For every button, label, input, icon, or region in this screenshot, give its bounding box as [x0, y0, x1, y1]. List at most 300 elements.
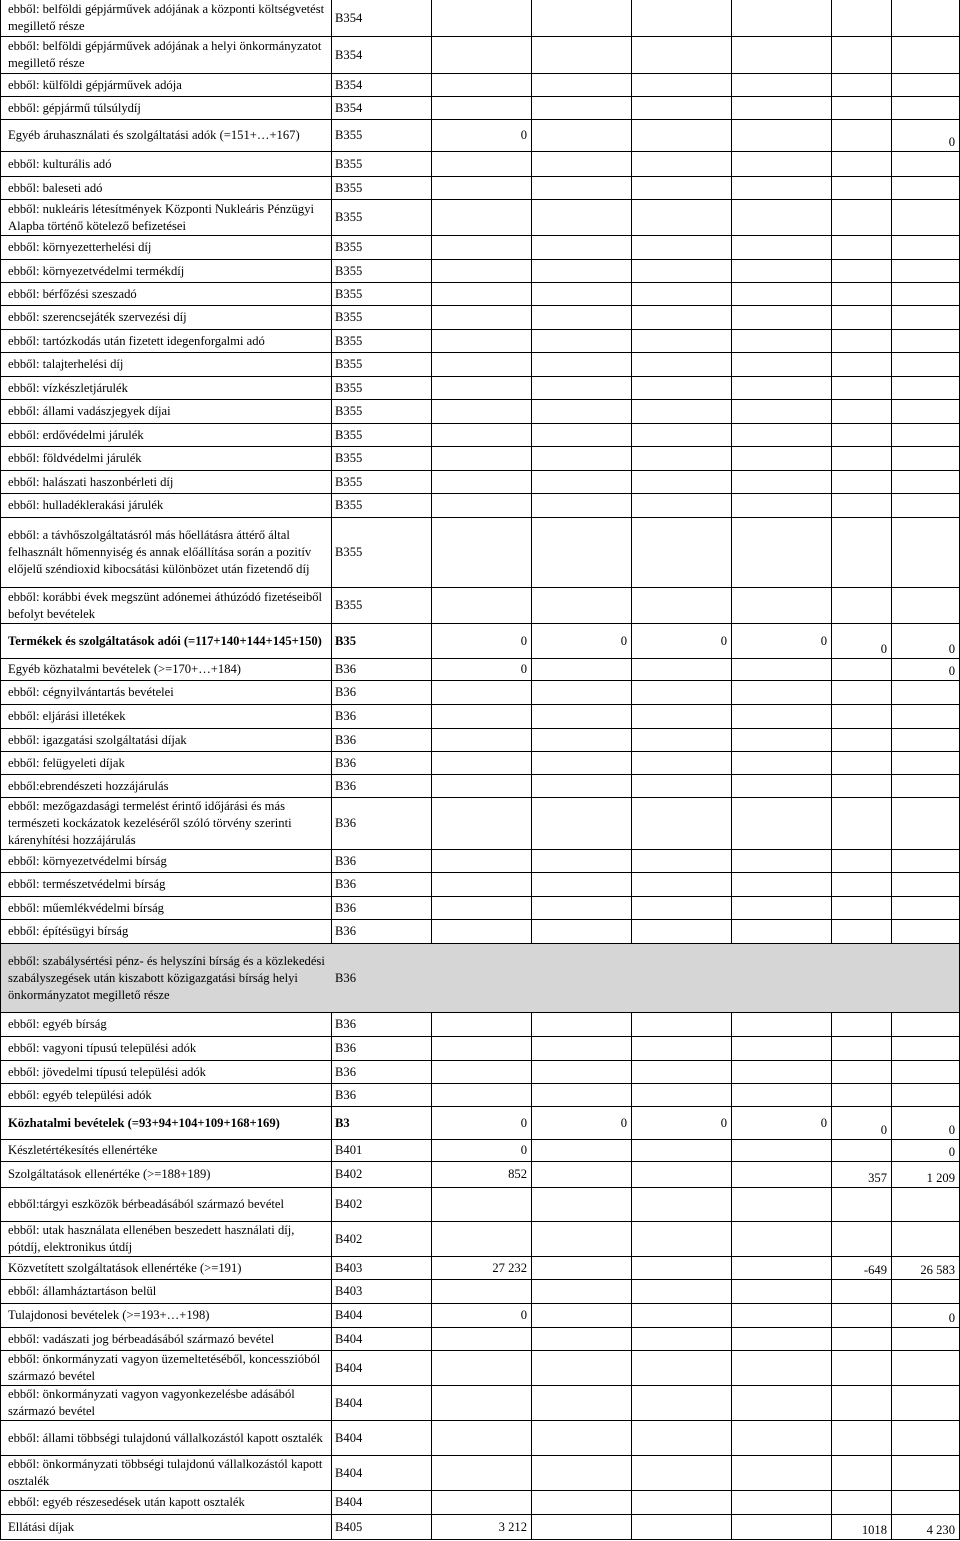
row-label-cell — [0, 306, 332, 330]
value-cell — [531, 97, 632, 120]
row-code: B3 — [331, 1107, 432, 1140]
row-label-cell — [0, 74, 332, 97]
row-label: ebből: vagyoni típusú települési adók — [8, 1041, 197, 1055]
row-code: B405 — [331, 1515, 432, 1540]
row-label: Egyéb áruhasználati és szolgáltatási adók (=151+…+167) — [8, 128, 300, 142]
value-cell — [731, 1304, 832, 1328]
value-cell — [431, 97, 532, 120]
value-cell — [831, 518, 892, 588]
value-cell: 0 — [531, 624, 632, 659]
value-cell: 0 — [831, 624, 892, 659]
value-cell — [531, 400, 632, 424]
value-cell — [431, 152, 532, 177]
value-cell — [531, 518, 632, 588]
value-cell — [531, 177, 632, 200]
value-cell — [731, 177, 832, 200]
table-row — [0, 1140, 960, 1162]
value-cell — [731, 588, 832, 624]
value-cell — [891, 37, 960, 74]
table-row — [0, 752, 960, 775]
row-label: ebből: felügyeleti díjak — [8, 755, 125, 770]
value-cell — [531, 1351, 632, 1386]
value-cell — [831, 1084, 892, 1107]
value-cell — [431, 424, 532, 447]
value-cell — [531, 729, 632, 752]
value-cell — [631, 1491, 732, 1515]
value-cell — [831, 74, 892, 97]
value-cell — [631, 152, 732, 177]
row-label: ebből: vízkészletjárulék — [8, 380, 128, 395]
value-cell — [431, 306, 532, 330]
value-cell — [731, 752, 832, 775]
value-cell — [631, 447, 732, 471]
row-label: ebből: belföldi gépjárművek adójának a központi költségvetést megillető része — [8, 2, 325, 33]
row-label: ebből: igazgatási szolgáltatási díjak — [8, 732, 187, 747]
row-code: B36 — [331, 920, 432, 944]
table-row — [0, 283, 960, 306]
value-cell — [731, 283, 832, 306]
value-cell — [631, 0, 732, 37]
row-code: B355 — [331, 353, 432, 377]
value-cell — [431, 1456, 532, 1491]
value-cell — [531, 200, 632, 236]
value-cell — [831, 330, 892, 353]
value-cell — [531, 1491, 632, 1515]
row-label: ebből: egyéb települési adók — [8, 1087, 152, 1102]
value-cell — [831, 1491, 892, 1515]
value-cell: 3 212 — [431, 1515, 532, 1540]
value-cell — [531, 447, 632, 471]
row-code: B402 — [331, 1222, 432, 1257]
value-cell — [891, 518, 960, 588]
value-cell — [891, 1037, 960, 1061]
value-cell — [531, 1084, 632, 1107]
value-cell: 0 — [431, 1107, 532, 1140]
value-cell — [831, 424, 892, 447]
value-cell — [731, 330, 832, 353]
value-cell — [891, 377, 960, 400]
value-cell — [631, 518, 732, 588]
value-cell — [731, 1140, 832, 1162]
value-cell — [891, 798, 960, 850]
table-row — [0, 705, 960, 729]
table-row — [0, 624, 960, 659]
row-label: Ellátási díjak — [8, 1519, 75, 1534]
value-cell — [831, 494, 892, 518]
value-cell: 0 — [631, 1107, 732, 1140]
table-row — [0, 1386, 960, 1421]
row-label: ebből: halászati haszonbérleti díj — [8, 474, 174, 489]
row-label-cell — [0, 705, 332, 729]
value-cell — [431, 1037, 532, 1061]
value-cell — [431, 1328, 532, 1351]
value-cell — [731, 1084, 832, 1107]
value-cell — [631, 37, 732, 74]
value-cell — [431, 260, 532, 283]
value-cell — [731, 200, 832, 236]
value-cell — [431, 850, 532, 873]
value-cell — [731, 1188, 832, 1222]
value-cell — [631, 260, 732, 283]
row-label-cell — [0, 424, 332, 447]
value-cell — [731, 798, 832, 850]
table-row — [0, 1037, 960, 1061]
value-cell: 0 — [631, 624, 732, 659]
row-code: B36 — [331, 729, 432, 752]
value-cell — [631, 944, 732, 1013]
value-cell — [731, 1280, 832, 1304]
row-label-cell — [0, 1257, 332, 1280]
row-code: B402 — [331, 1162, 432, 1188]
value-cell — [531, 681, 632, 705]
value-cell — [531, 37, 632, 74]
row-code: B355 — [331, 400, 432, 424]
value-cell — [831, 37, 892, 74]
value-cell — [631, 120, 732, 152]
value-cell — [431, 1061, 532, 1084]
value-cell — [631, 897, 732, 920]
value-cell — [731, 518, 832, 588]
row-code: B36 — [331, 873, 432, 897]
value-cell — [831, 681, 892, 705]
value-cell — [731, 1162, 832, 1188]
row-label: ebből: eljárási illetékek — [8, 709, 126, 723]
value-cell — [831, 775, 892, 798]
value-cell — [831, 353, 892, 377]
value-cell — [631, 681, 732, 705]
row-label: ebből: nukleáris létesítmények Központi Nukleáris Pénzügyi Alapba történő kötelező befizetései — [8, 201, 315, 233]
value-cell: 0 — [431, 1304, 532, 1328]
table-row — [0, 1257, 960, 1280]
row-label: ebből: környezetvédelmi termékdíj — [8, 263, 185, 278]
value-cell — [531, 659, 632, 681]
value-cell — [631, 1140, 732, 1162]
row-label: Közvetített szolgáltatások ellenértéke (>=191) — [8, 1260, 242, 1275]
value-cell — [631, 1222, 732, 1257]
value-cell — [531, 897, 632, 920]
value-cell — [831, 177, 892, 200]
value-cell: 27 232 — [431, 1257, 532, 1280]
value-cell — [731, 1421, 832, 1456]
value-cell — [431, 283, 532, 306]
value-cell: 26 583 — [891, 1257, 960, 1280]
value-cell — [831, 1061, 892, 1084]
value-cell — [831, 1456, 892, 1491]
value-cell: 0 — [891, 1107, 960, 1140]
row-label-cell — [0, 850, 332, 873]
value-cell — [431, 1386, 532, 1421]
value-cell — [731, 1061, 832, 1084]
value-cell — [431, 330, 532, 353]
value-cell — [891, 1222, 960, 1257]
value-cell — [891, 97, 960, 120]
value-cell — [831, 1222, 892, 1257]
row-label-cell — [0, 897, 332, 920]
row-code: B355 — [331, 447, 432, 471]
row-code: B355 — [331, 306, 432, 330]
row-label: ebből: jövedelmi típusú települési adók — [8, 1064, 206, 1079]
table-row — [0, 471, 960, 494]
row-code: B355 — [331, 518, 432, 588]
value-cell — [431, 177, 532, 200]
row-label-cell — [0, 1456, 332, 1491]
row-code: B355 — [331, 177, 432, 200]
value-cell — [531, 1140, 632, 1162]
row-code: B36 — [331, 944, 432, 1013]
value-cell — [891, 330, 960, 353]
row-code: B355 — [331, 494, 432, 518]
value-cell — [631, 1421, 732, 1456]
row-label-cell — [0, 798, 332, 850]
value-cell — [831, 471, 892, 494]
table-row — [0, 260, 960, 283]
value-cell — [891, 424, 960, 447]
row-label: ebből: államháztartáson belül — [8, 1284, 157, 1298]
value-cell — [431, 775, 532, 798]
row-label: ebből: korábbi évek megszünt adónemei áthúzódó fizetéseiből befolyt bevételek — [8, 589, 323, 621]
value-cell — [731, 152, 832, 177]
value-cell — [631, 283, 732, 306]
table-row — [0, 494, 960, 518]
row-code: B354 — [331, 97, 432, 120]
value-cell — [731, 494, 832, 518]
table-row — [0, 177, 960, 200]
table-row — [0, 873, 960, 897]
row-label-cell — [0, 200, 332, 236]
row-label: ebből: külföldi gépjárművek adója — [8, 77, 182, 92]
row-label-cell — [0, 283, 332, 306]
value-cell — [531, 1328, 632, 1351]
value-cell — [631, 353, 732, 377]
value-cell — [831, 97, 892, 120]
value-cell — [831, 1328, 892, 1351]
row-label-cell — [0, 353, 332, 377]
value-cell — [731, 1491, 832, 1515]
value-cell: 4 230 — [891, 1515, 960, 1540]
value-cell — [431, 1188, 532, 1222]
table-row — [0, 424, 960, 447]
value-cell — [631, 1013, 732, 1037]
value-cell — [531, 1188, 632, 1222]
row-code: B354 — [331, 0, 432, 37]
value-cell — [831, 1421, 892, 1456]
row-label-cell — [0, 681, 332, 705]
value-cell — [831, 873, 892, 897]
row-label: ebből: állami vadászjegyek díjai — [8, 404, 171, 418]
table-row — [0, 1188, 960, 1222]
value-cell — [431, 1222, 532, 1257]
row-label-cell — [0, 1515, 332, 1540]
value-cell — [531, 260, 632, 283]
table-row — [0, 1421, 960, 1456]
row-code: B355 — [331, 377, 432, 400]
row-code: B355 — [331, 283, 432, 306]
row-label: ebből: szabálysértési pénz- és helyszíni bírság és a közlekedési szabályszegések után kiszabott közigazgatási bírság helyi önkormányzatot megillető része — [8, 953, 325, 1002]
value-cell — [531, 283, 632, 306]
value-cell — [731, 920, 832, 944]
value-cell — [891, 1188, 960, 1222]
value-cell — [731, 681, 832, 705]
value-cell — [531, 944, 632, 1013]
value-cell — [831, 850, 892, 873]
row-label-cell — [0, 1188, 332, 1222]
value-cell — [431, 400, 532, 424]
row-label-cell — [0, 1351, 332, 1386]
value-cell — [631, 1351, 732, 1386]
value-cell — [631, 729, 732, 752]
value-cell — [531, 1013, 632, 1037]
value-cell — [431, 1421, 532, 1456]
value-cell — [731, 260, 832, 283]
value-cell — [831, 705, 892, 729]
value-cell — [531, 152, 632, 177]
value-cell — [731, 850, 832, 873]
value-cell — [731, 447, 832, 471]
table-row — [0, 1107, 960, 1140]
value-cell — [831, 283, 892, 306]
row-code: B35 — [331, 624, 432, 659]
value-cell — [531, 705, 632, 729]
value-cell — [891, 705, 960, 729]
value-cell: 0 — [891, 624, 960, 659]
value-cell — [891, 494, 960, 518]
row-label: Termékek és szolgáltatások adói (=117+140+144+145+150) — [8, 633, 322, 648]
value-cell — [431, 377, 532, 400]
row-code: B355 — [331, 120, 432, 152]
row-label: ebből: cégnyilvántartás bevételei — [8, 685, 174, 699]
table-row — [0, 0, 960, 37]
value-cell — [531, 377, 632, 400]
value-cell — [731, 1257, 832, 1280]
value-cell — [891, 177, 960, 200]
row-label: ebből: talajterhelési díj — [8, 357, 124, 371]
value-cell — [731, 873, 832, 897]
value-cell — [831, 0, 892, 37]
value-cell — [731, 353, 832, 377]
table-row — [0, 775, 960, 798]
row-label: ebből: önkormányzati vagyon vagyonkezelésbe adásából származó bevétel — [8, 1387, 295, 1418]
value-cell — [831, 1351, 892, 1386]
value-cell — [631, 1280, 732, 1304]
value-cell — [891, 306, 960, 330]
table-row — [0, 1328, 960, 1351]
value-cell — [831, 377, 892, 400]
value-cell: 0 — [731, 1107, 832, 1140]
row-label: Tulajdonosi bevételek (>=193+…+198) — [8, 1308, 210, 1322]
value-cell — [531, 920, 632, 944]
value-cell — [531, 1061, 632, 1084]
row-label: ebből: önkormányzati vagyon üzemeltetéséből, koncesszióból származó bevétel — [8, 1352, 321, 1383]
value-cell — [431, 1280, 532, 1304]
table-row — [0, 377, 960, 400]
row-label-cell — [0, 330, 332, 353]
value-cell — [891, 353, 960, 377]
value-cell — [891, 74, 960, 97]
value-cell — [891, 873, 960, 897]
row-label-cell — [0, 152, 332, 177]
value-cell — [431, 920, 532, 944]
value-cell — [531, 494, 632, 518]
row-code: B355 — [331, 152, 432, 177]
value-cell — [891, 729, 960, 752]
row-code: B355 — [331, 424, 432, 447]
table-row — [0, 1304, 960, 1328]
table-row — [0, 1351, 960, 1386]
value-cell — [731, 424, 832, 447]
table-row — [0, 920, 960, 944]
row-code: B355 — [331, 236, 432, 260]
row-code: B36 — [331, 1013, 432, 1037]
table-row — [0, 944, 960, 1013]
row-label-cell — [0, 120, 332, 152]
value-cell — [431, 1013, 532, 1037]
row-label: Egyéb közhatalmi bevételek (>=170+…+184) — [8, 662, 241, 676]
table-row — [0, 1456, 960, 1491]
row-label: ebből: természetvédelmi bírság — [8, 877, 166, 891]
row-label: ebből: környezetvédelmi bírság — [8, 853, 167, 868]
value-cell — [431, 0, 532, 37]
value-cell — [891, 447, 960, 471]
value-cell — [731, 1351, 832, 1386]
row-label-cell — [0, 236, 332, 260]
value-cell — [891, 1421, 960, 1456]
row-label-cell — [0, 1328, 332, 1351]
value-cell — [631, 1328, 732, 1351]
table-row — [0, 1061, 960, 1084]
value-cell — [831, 1188, 892, 1222]
row-label: ebből: mezőgazdasági termelést érintő időjárási és más természeti kockázatok kezeléséről szóló törvény szerinti kárenyhítési hozzájárulás — [8, 799, 292, 847]
value-cell — [531, 120, 632, 152]
row-code: B404 — [331, 1421, 432, 1456]
row-label: ebből:ebrendészeti hozzájárulás — [8, 778, 169, 793]
value-cell — [731, 377, 832, 400]
value-cell: 0 — [531, 1107, 632, 1140]
value-cell — [891, 152, 960, 177]
row-label-cell — [0, 37, 332, 74]
value-cell — [731, 944, 832, 1013]
value-cell — [831, 944, 892, 1013]
row-label-cell — [0, 1304, 332, 1328]
row-label-cell — [0, 659, 332, 681]
value-cell — [731, 471, 832, 494]
table-row — [0, 518, 960, 588]
value-cell: 0 — [431, 1140, 532, 1162]
value-cell — [891, 260, 960, 283]
table-row — [0, 236, 960, 260]
value-cell — [831, 152, 892, 177]
table-row — [0, 1280, 960, 1304]
value-cell — [891, 0, 960, 37]
row-label: ebből: szerencsejáték szervezési díj — [8, 310, 187, 324]
value-cell — [431, 729, 532, 752]
value-cell — [891, 944, 960, 1013]
value-cell: 0 — [891, 659, 960, 681]
row-label: ebből: baleseti adó — [8, 180, 103, 195]
value-cell — [531, 752, 632, 775]
value-cell — [531, 873, 632, 897]
value-cell — [631, 1188, 732, 1222]
row-label-cell — [0, 1140, 332, 1162]
value-cell — [831, 1013, 892, 1037]
table-row — [0, 897, 960, 920]
row-label-cell — [0, 0, 332, 37]
table-row — [0, 330, 960, 353]
row-code: B36 — [331, 1037, 432, 1061]
value-cell — [891, 1456, 960, 1491]
value-cell — [891, 236, 960, 260]
value-cell — [631, 588, 732, 624]
value-cell: 1018 — [831, 1515, 892, 1540]
